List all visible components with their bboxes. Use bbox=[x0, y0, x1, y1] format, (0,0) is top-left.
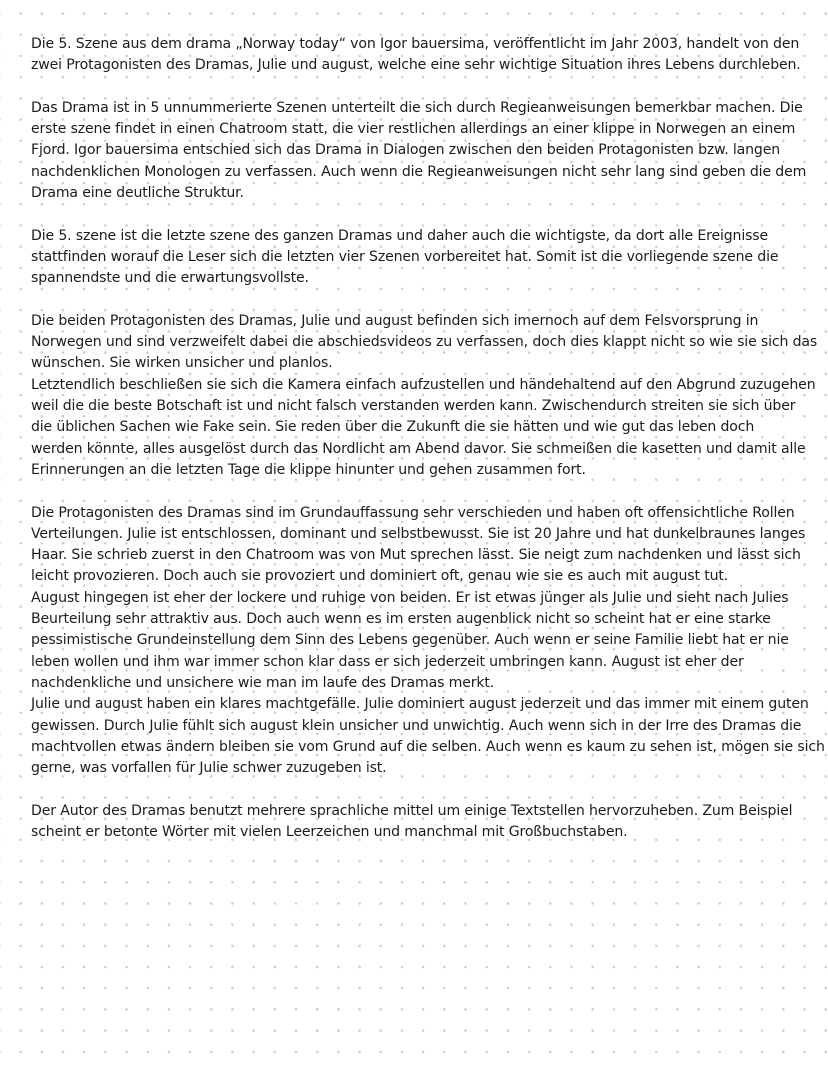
text-line: scheint er betonte Wörter mit vielen Leerzeichen und manchmal mit Großbuchstaben. bbox=[31, 823, 628, 840]
text-line: gerne, was vorfallen für Julie schwer zuzugeben ist. bbox=[31, 760, 387, 777]
essay-body bbox=[31, 34, 825, 843]
text-line: werden könnte, alles ausgelöst durch das Nordlicht am Abend davor. Sie schmeißen die kasetten und damit alle bbox=[31, 440, 806, 457]
text-line: wünschen. Sie wirken unsicher und planlos. bbox=[31, 355, 333, 372]
text-line: Julie und august haben ein klares machtgefälle. Julie dominiert august jederzeit und das immer mit einem guten bbox=[31, 696, 809, 713]
text-line: Beurteilung sehr attraktiv aus. Doch auch wenn es im ersten augenblick nicht so scheint hat er eine starke bbox=[31, 611, 771, 628]
paragraph-3 bbox=[31, 226, 806, 290]
text-line: stattfinden worauf die Leser sich die letzten vier Szenen vorbereitet hat. Somit ist die vorliegende szene die bbox=[31, 248, 779, 265]
text-line: Norwegen und sind verzweifelt dabei die abschiedsvideos zu verfassen, doch dies klappt nicht so wie sie sich das bbox=[31, 334, 818, 351]
text-line: zwei Protagonisten des Dramas, Julie und august, welche eine sehr wichtige Situation ihres Lebens durchleben. bbox=[31, 57, 801, 74]
text-line: spannendste und die erwartungsvollste. bbox=[31, 270, 309, 287]
paragraph-1 bbox=[31, 34, 806, 77]
text-line: die üblichen Sachen wie Fake sein. Sie reden über die Zukunft die sie hätten und wie gut das leben doch bbox=[31, 419, 755, 436]
text-line: nachdenklichen Monologen zu verfassen. Auch wenn die Regieanweisungen nicht sehr lang sind geben die dem bbox=[31, 163, 807, 180]
text-line: Die Protagonisten des Dramas sind im Grundauffassung sehr verschieden und haben oft offensichtliche Rollen bbox=[31, 504, 795, 521]
text-line: August hingegen ist eher der lockere und ruhige von beiden. Er ist etwas jünger als Julie und sieht nach Julies bbox=[31, 589, 789, 606]
text-line: Die 5. Szene aus dem drama „Norway today“ von Igor bauersima, veröffentlicht im Jahr 2003, handelt von den bbox=[31, 36, 800, 52]
text-line: pessimistische Grundeinstellung dem Sinn des Lebens gegenüber. Auch wenn er seine Familie liebt hat er nie bbox=[31, 632, 789, 649]
text-line: gewissen. Durch Julie fühlt sich august klein unsicher und unwichtig. Auch wenn sich in der Irre des Dramas die bbox=[31, 717, 802, 734]
text-line: Erinnerungen an die letzten Tage die klippe hinunter und gehen zusammen fort. bbox=[31, 461, 586, 478]
paragraph-2 bbox=[31, 98, 806, 204]
text-line: Letztendlich beschließen sie sich die Kamera einfach aufzustellen und händehaltend auf den Abgrund zuzugehen bbox=[31, 376, 816, 393]
paragraph-6 bbox=[31, 801, 806, 844]
text-line: Die beiden Protagonisten des Dramas, Julie und august befinden sich imernoch auf dem Felsvorsprung in bbox=[31, 312, 759, 329]
text-line: Fjord. Igor bauersima entschied sich das Drama in Dialogen zwischen den beiden Protagonisten bzw. langen bbox=[31, 142, 781, 159]
paragraph-5 bbox=[31, 503, 825, 780]
text-line: machtvollen etwas ändern bleiben sie vom Grund auf die selben. Auch wenn es kaum zu sehen ist, mögen sie sich bbox=[31, 738, 825, 755]
text-line: Der Autor des Dramas benutzt mehrere sprachliche mittel um einige Textstellen hervorzuheben. Zum Beispiel bbox=[31, 802, 793, 819]
text-line: weil die die beste Botschaft ist und nicht falsch verstanden werden kann. Zwischendurch streiten sie sich über bbox=[31, 398, 796, 415]
text-line: leicht provozieren. Doch auch sie provoziert und dominiert oft, genau wie sie es auch mit august tut. bbox=[31, 568, 729, 585]
text-line: Das Drama ist in 5 unnummerierte Szenen unterteilt die sich durch Regieanweisungen bemerkbar machen. Die bbox=[31, 99, 803, 116]
text-line: Verteilungen. Julie ist entschlossen, dominant und selbstbewusst. Sie ist 20 Jahre und hat dunkelbraunes langes bbox=[31, 525, 806, 542]
text-line: Haar. Sie schrieb zuerst in den Chatroom was von Mut sprechen lässt. Sie neigt zum nachdenken und lässt sich bbox=[31, 547, 801, 564]
paragraph-4 bbox=[31, 311, 818, 481]
text-line: nachdenkliche und unsichere wie man im laufe des Dramas merkt. bbox=[31, 674, 495, 691]
text-line: leben wollen und ihm war immer schon klar dass er sich jederzeit umbringen kann. August ist eher der bbox=[31, 653, 744, 670]
text-line: Drama eine deutliche Struktur. bbox=[31, 185, 244, 202]
text-line: Die 5. szene ist die letzte szene des ganzen Dramas und daher auch die wichtigste, da dort alle Ereignisse bbox=[31, 227, 768, 244]
text-line: erste szene findet in einen Chatroom statt, die vier restlichen allerdings an einer klippe in Norwegen an einem bbox=[31, 121, 796, 138]
